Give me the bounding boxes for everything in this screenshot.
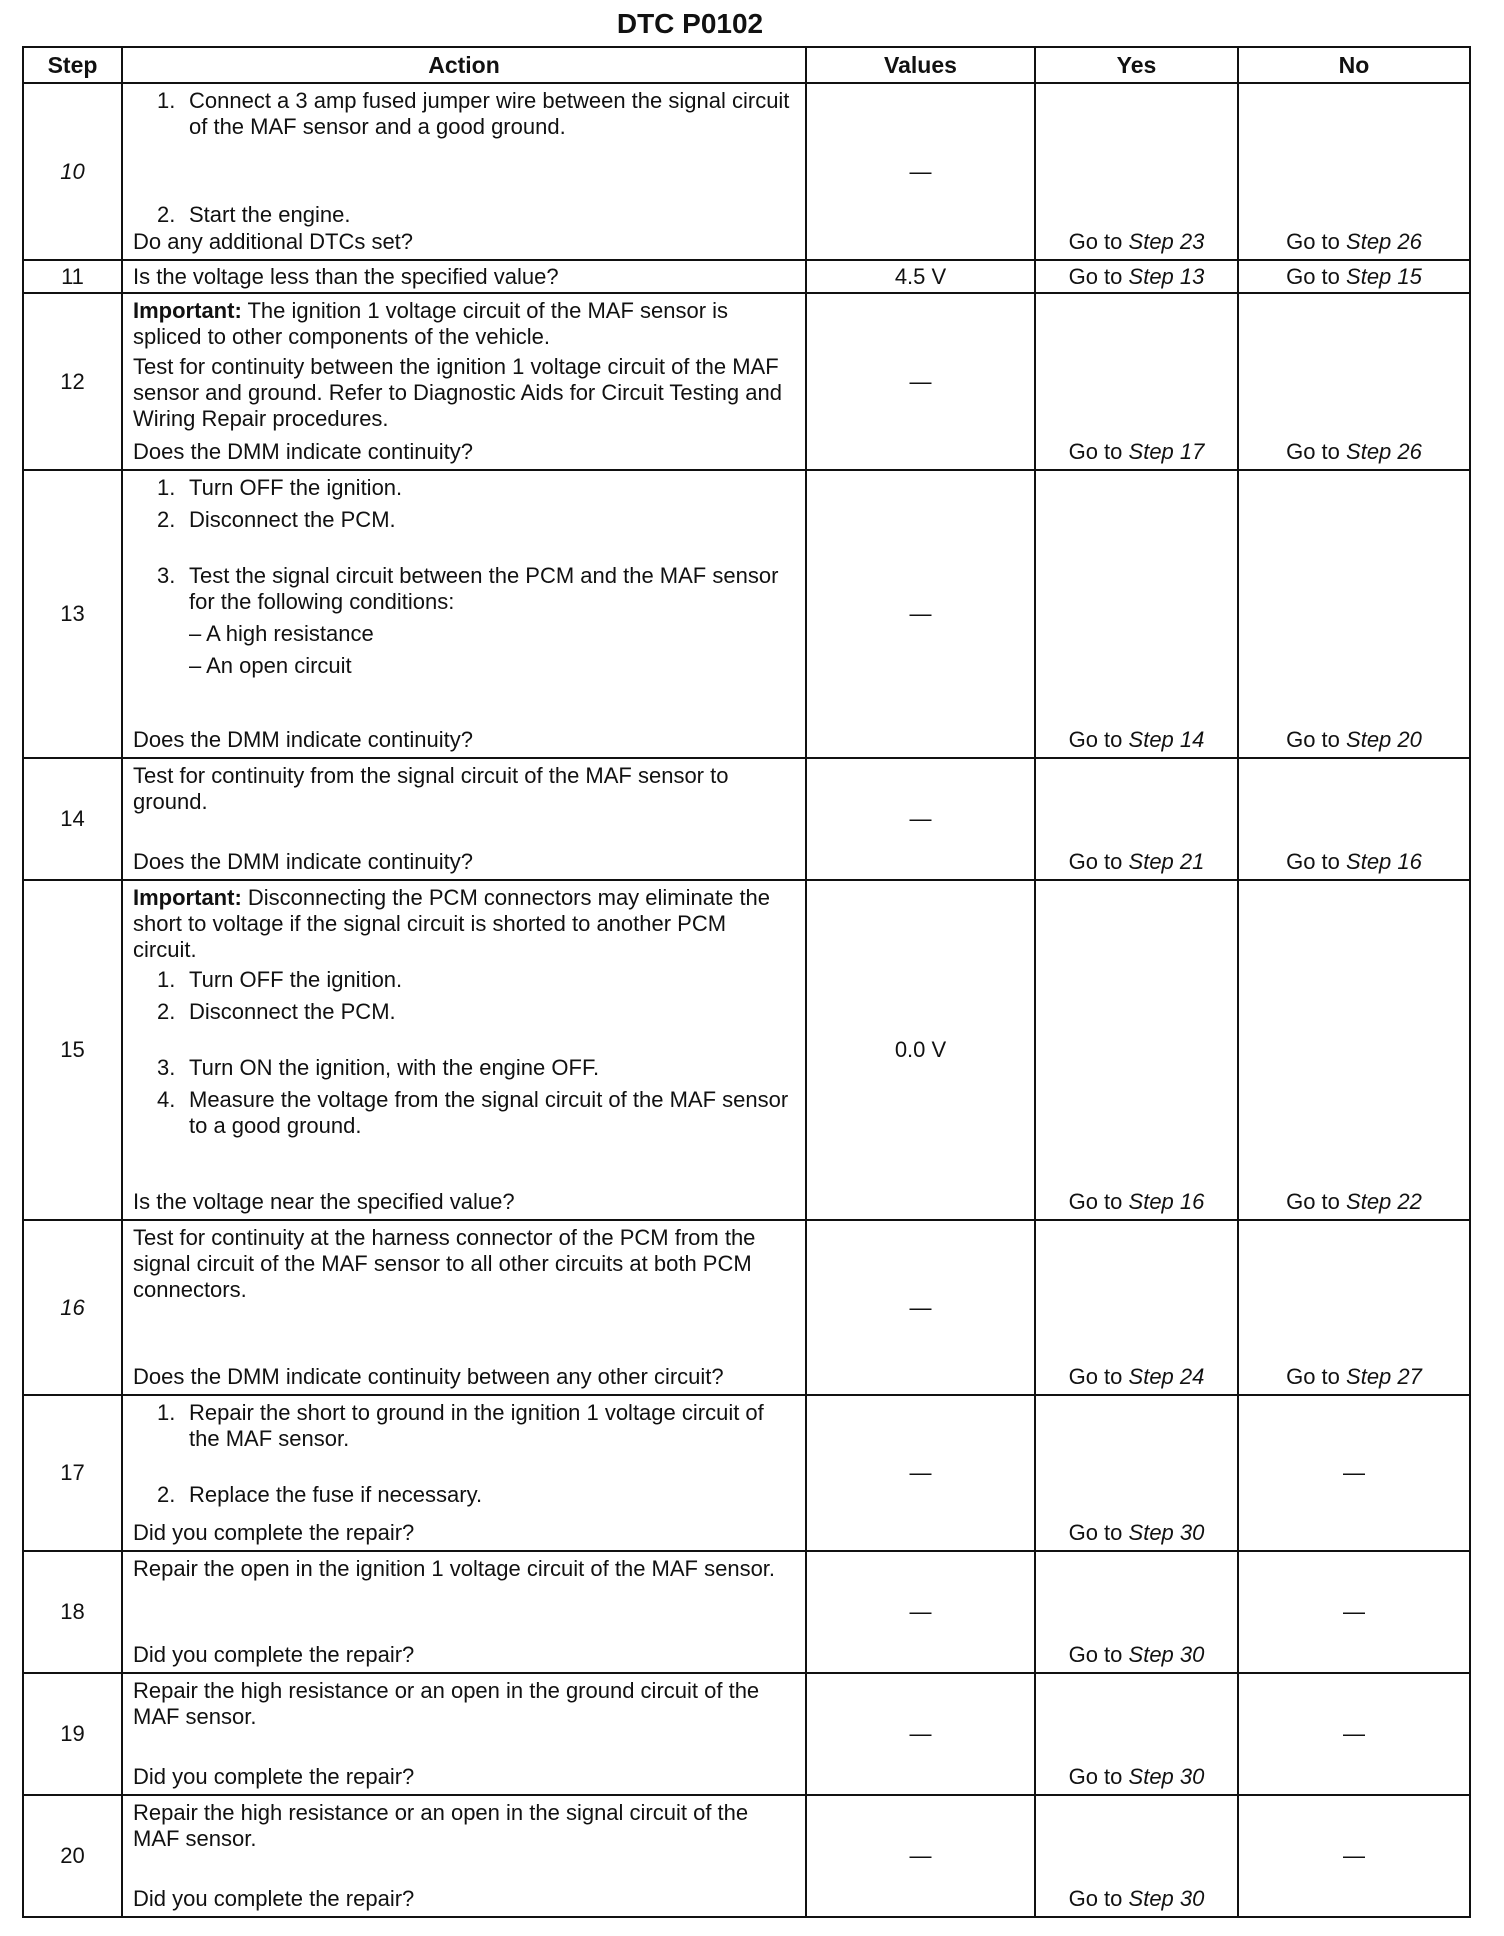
- action-cell: [122, 1795, 806, 1917]
- action-cell: [122, 758, 806, 880]
- value-cell: —: [806, 1395, 1035, 1551]
- yes-cell: Go to Step 30: [1035, 1551, 1238, 1673]
- no-cell: Go to Step 26: [1238, 293, 1470, 470]
- value-cell: —: [806, 293, 1035, 470]
- value-cell: 0.0 V: [806, 880, 1035, 1220]
- yes-cell: Go to Step 21: [1035, 758, 1238, 880]
- action-question: Did you complete the repair?: [133, 1764, 415, 1789]
- value-cell: —: [806, 1551, 1035, 1673]
- value-cell: —: [806, 83, 1035, 260]
- action-question: Is the voltage less than the specified value?: [133, 263, 559, 289]
- action-text: Test for continuity at the harness connector of the PCM from the signal circuit of the MAF sensor to all other circuits at both PCM connectors.: [133, 1225, 756, 1302]
- yes-cell: [1035, 83, 1238, 260]
- step-number: 20: [23, 1795, 122, 1917]
- table-row: [23, 1395, 1470, 1551]
- dtc-table: [22, 46, 1471, 1918]
- yes-cell: Go to Step 14: [1035, 470, 1238, 758]
- no-cell: Go to Step 15: [1238, 260, 1470, 293]
- action-question: Did you complete the repair?: [133, 1886, 415, 1911]
- step-number: 17: [23, 1395, 122, 1551]
- table-row: [23, 293, 1470, 470]
- action-question: Did you complete the repair?: [133, 1642, 415, 1667]
- header-values: Values: [806, 47, 1035, 83]
- step-number: 19: [23, 1673, 122, 1795]
- no-cell: —: [1238, 1551, 1470, 1673]
- table-row: [23, 1220, 1470, 1395]
- condition-item: – An open circuit: [189, 653, 352, 678]
- yes-cell: Go to Step 30: [1035, 1795, 1238, 1917]
- table-row: [23, 1551, 1470, 1673]
- table-row: [23, 758, 1470, 880]
- table-row: [23, 880, 1470, 1220]
- action-text: Test for continuity between the ignition 1 voltage circuit of the MAF sensor and ground. Refer to Diagnostic Aids for Circuit Testing and Wiring Repair procedures.: [133, 354, 782, 431]
- value-cell: 4.5 V: [806, 260, 1035, 293]
- action-cell: [122, 1395, 806, 1551]
- action-cell: [122, 1673, 806, 1795]
- step-number: 18: [23, 1551, 122, 1673]
- action-step-item: 1. Turn OFF the ignition.: [157, 967, 403, 992]
- action-cell: [122, 83, 806, 260]
- value-cell: —: [806, 1220, 1035, 1395]
- yes-cell: Go to Step 16: [1035, 880, 1238, 1220]
- action-question: Does the DMM indicate continuity?: [133, 727, 473, 752]
- action-cell: [122, 880, 806, 1220]
- no-cell: Go to Step 16: [1238, 758, 1470, 880]
- table-row: [23, 1795, 1470, 1917]
- action-step-item: 2. Disconnect the PCM.: [157, 999, 396, 1024]
- important-note: Important: Disconnecting the PCM connectors may eliminate the short to voltage if the signal circuit is shorted to another PCM circuit.: [133, 885, 771, 962]
- yes-cell: Go to Step 30: [1035, 1673, 1238, 1795]
- step-number: 14: [23, 758, 122, 880]
- no-cell: Go to Step 20: [1238, 470, 1470, 758]
- action-step-item: 2. Start the engine.: [157, 202, 351, 227]
- table-row: [23, 470, 1470, 758]
- table-header-row: [23, 47, 1470, 83]
- goto-no: Go to Step 26: [1286, 229, 1422, 254]
- yes-cell: Go to Step 13: [1035, 260, 1238, 293]
- step-number: 15: [23, 880, 122, 1220]
- no-cell: Go to Step 22: [1238, 880, 1470, 1220]
- goto-yes: Go to Step 23: [1068, 229, 1205, 254]
- table-row: [23, 83, 1470, 260]
- action-question: Does the DMM indicate continuity?: [133, 849, 473, 874]
- yes-cell: Go to Step 30: [1035, 1395, 1238, 1551]
- value-cell: —: [806, 470, 1035, 758]
- value-cell: —: [806, 758, 1035, 880]
- action-step-item: 1. Repair the short to ground in the ignition 1 voltage circuit of the MAF sensor.: [157, 1400, 764, 1451]
- action-step-item: 3. Test the signal circuit between the PCM and the MAF sensor for the following conditions:: [157, 563, 779, 614]
- value-cell: —: [806, 1673, 1035, 1795]
- action-cell: [122, 260, 806, 293]
- action-text: Repair the high resistance or an open in the ground circuit of the MAF sensor.: [133, 1678, 760, 1729]
- page-title: DTC P0102: [616, 8, 764, 39]
- action-question: Does the DMM indicate continuity?: [133, 439, 473, 464]
- step-number: 10: [23, 83, 122, 260]
- table-row: [23, 260, 1470, 293]
- step-number: 16: [23, 1220, 122, 1395]
- table-row: [23, 1673, 1470, 1795]
- action-question: Does the DMM indicate continuity between any other circuit?: [133, 1364, 724, 1389]
- header-step: Step: [23, 47, 122, 83]
- yes-cell: Go to Step 17: [1035, 293, 1238, 470]
- action-step-item: 1. Turn OFF the ignition.: [157, 475, 403, 500]
- no-cell: —: [1238, 1395, 1470, 1551]
- action-text: Test for continuity from the signal circuit of the MAF sensor to ground.: [133, 763, 729, 814]
- action-question: Is the voltage near the specified value?: [133, 1189, 515, 1214]
- action-cell: [122, 293, 806, 470]
- action-cell: [122, 1551, 806, 1673]
- no-cell: Go to Step 27: [1238, 1220, 1470, 1395]
- action-step-item: 2. Replace the fuse if necessary.: [157, 1482, 483, 1507]
- header-yes: Yes: [1035, 47, 1238, 83]
- important-note: Important: The ignition 1 voltage circuit of the MAF sensor is spliced to other components of the vehicle.: [133, 298, 729, 349]
- action-step-item: 3. Turn ON the ignition, with the engine OFF.: [157, 1055, 600, 1080]
- action-cell: [122, 470, 806, 758]
- action-step-item: 1. Connect a 3 amp fused jumper wire between the signal circuit of the MAF sensor and a good ground.: [157, 88, 790, 139]
- action-text: Repair the high resistance or an open in the signal circuit of the MAF sensor.: [133, 1800, 749, 1851]
- yes-cell: Go to Step 24: [1035, 1220, 1238, 1395]
- action-question: Did you complete the repair?: [133, 1520, 415, 1545]
- condition-item: – A high resistance: [189, 621, 374, 646]
- no-cell: [1238, 83, 1470, 260]
- action-question: Do any additional DTCs set?: [133, 229, 414, 254]
- value-cell: —: [806, 1795, 1035, 1917]
- header-no: No: [1238, 47, 1470, 83]
- step-number: 12: [23, 293, 122, 470]
- header-action: Action: [122, 47, 806, 83]
- action-text: Repair the open in the ignition 1 voltage circuit of the MAF sensor.: [133, 1556, 776, 1581]
- action-step-item: 4. Measure the voltage from the signal circuit of the MAF sensor to a good ground.: [157, 1087, 789, 1138]
- no-cell: —: [1238, 1795, 1470, 1917]
- step-number: 11: [23, 260, 122, 293]
- no-cell: —: [1238, 1673, 1470, 1795]
- action-step-item: 2. Disconnect the PCM.: [157, 507, 396, 532]
- step-number: 13: [23, 470, 122, 758]
- action-cell: [122, 1220, 806, 1395]
